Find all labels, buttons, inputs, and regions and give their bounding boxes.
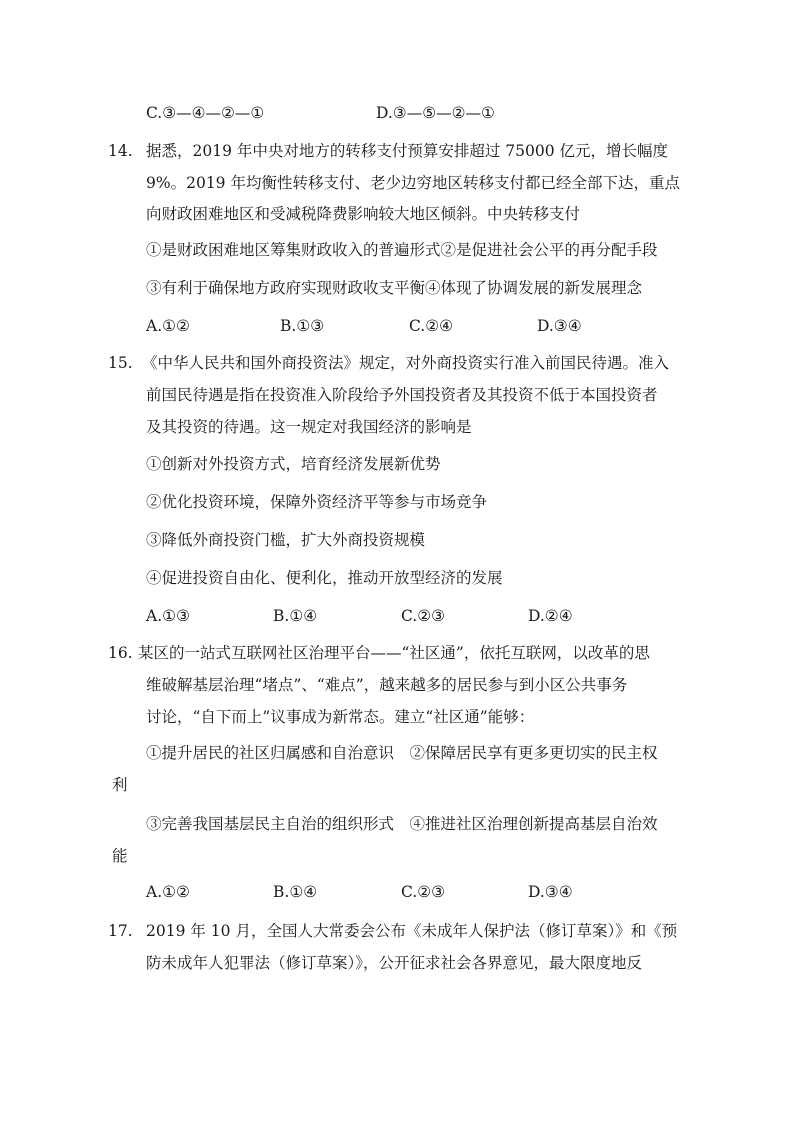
q14-stem-line-2: 9%。2019 年均衡性转移支付、老少边穷地区转移支付都已经全部下达，重点 <box>146 174 680 192</box>
q15-option-b: B.①④ <box>273 607 318 625</box>
q14-option-d: D.③④ <box>537 317 582 335</box>
q17-number: 17. <box>108 922 133 940</box>
q16-option-a: A.①② <box>146 883 190 901</box>
q15-statement-1: ①创新对外投资方式，培育经济发展新优势 <box>146 455 441 473</box>
q16-statement-1-wrap: 利 <box>112 776 128 794</box>
q17-stem-line-1: 2019 年 10 月，全国人大常委会公布《未成年人保护法（修订草案）》和《预 <box>146 922 678 940</box>
q14-number: 14. <box>108 142 133 160</box>
q16-option-d: D.③④ <box>528 883 573 901</box>
q14-stem-line-3: 向财政困难地区和受减税降费影响较大地区倾斜。中央转移支付 <box>146 205 581 223</box>
q15-option-c: C.②③ <box>401 607 446 625</box>
q15-stem-line-3: 及其投资的待遇。这一规定对我国经济的影响是 <box>146 418 472 436</box>
q14-option-b: B.①③ <box>280 317 325 335</box>
q14-option-a: A.①② <box>146 317 190 335</box>
q16-option-b: B.①④ <box>273 883 318 901</box>
q15-stem-line-1: 《中华人民共和国外商投资法》规定，对外商投资实行准入前国民待遇。准入 <box>142 354 670 372</box>
q15-statement-3: ③降低外商投资门槛，扩大外商投资规模 <box>146 531 426 549</box>
q15-statement-2: ②优化投资环境，保障外资经济平等参与市场竞争 <box>146 493 488 511</box>
q16-statement-2: ③完善我国基层民主自治的组织形式 ④推进社区治理创新提高基层自治效 <box>146 815 658 833</box>
q14-statement-2: ③有利于确保地方政府实现财政收支平衡④体现了协调发展的新发展理念 <box>146 279 643 297</box>
q15-option-a: A.①③ <box>146 607 190 625</box>
q15-stem-line-2: 前国民待遇是指在投资准入阶段给予外国投资者及其投资不低于本国投资者 <box>146 386 658 404</box>
q16-statement-1: ①提升居民的社区归属感和自治意识 ②保障居民享有更多更切实的民主权 <box>146 744 658 762</box>
q17-stem-line-2: 防未成年人犯罪法（修订草案）》，公开征求社会各界意见，最大限度地反 <box>146 954 643 972</box>
q15-option-d: D.②④ <box>528 607 573 625</box>
q16-number: 16. <box>108 644 133 662</box>
q13-option-d: D.③—⑤—②—① <box>376 104 495 122</box>
q13-option-c: C.③—④—②—① <box>146 104 265 122</box>
q15-number: 15. <box>108 354 133 372</box>
q14-statement-1: ①是财政困难地区筹集财政收入的普遍形式②是促进社会公平的再分配手段 <box>146 241 658 259</box>
q16-stem-line-1: 某区的一站式互联网社区治理平台——“社区通”，依托互联网，以改革的思 <box>138 644 650 662</box>
q16-statement-2-wrap: 能 <box>112 847 128 865</box>
q16-stem-line-3: 讨论，“自下而上”议事成为新常态。建立“社区通”能够： <box>146 708 535 726</box>
q15-statement-4: ④促进投资自由化、便利化，推动开放型经济的发展 <box>146 569 503 587</box>
q14-stem-line-1: 据悉，2019 年中央对地方的转移支付预算安排超过 75000 亿元，增长幅度 <box>146 142 669 160</box>
q16-option-c: C.②③ <box>401 883 446 901</box>
q16-stem-line-2: 维破解基层治理“堵点”、“难点”，越来越多的居民参与到小区公共事务 <box>146 676 628 694</box>
q14-option-c: C.②④ <box>409 317 454 335</box>
